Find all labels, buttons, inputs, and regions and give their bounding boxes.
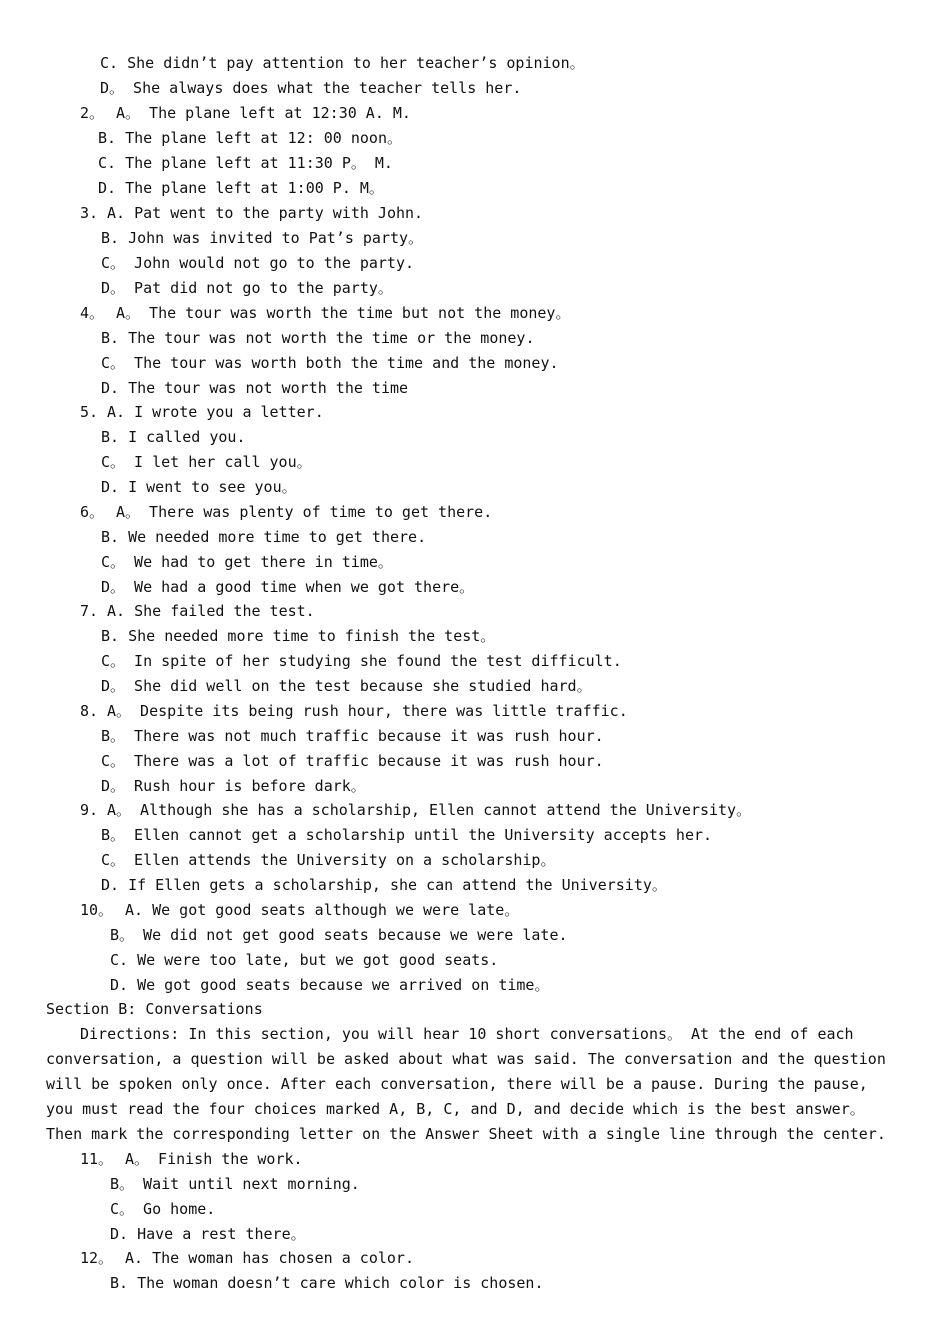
question-number: 11。 <box>80 1150 114 1168</box>
question-number: 9. <box>80 801 99 819</box>
option-line: A。 The tour was worth the time but not the money。 <box>116 304 571 322</box>
option-line: A。 Although she has a scholarship, Ellen cannot attend the University。 <box>107 801 752 819</box>
question-number: 12。 <box>80 1249 114 1267</box>
option-line: C. She didn’t pay attention to her teacher’s opinion。 <box>100 54 585 72</box>
option-line: D。 We had a good time when we got there。 <box>101 578 475 596</box>
option-line: C。 Ellen attends the University on a scholarship。 <box>101 851 556 869</box>
option-line: C。 The tour was worth both the time and the money. <box>101 354 559 372</box>
option-line: B. The woman doesn’t care which color is chosen. <box>110 1274 544 1292</box>
question-number: 7. <box>80 602 99 620</box>
option-line: A. I wrote you a letter. <box>107 403 324 421</box>
question-number: 6。 <box>80 503 105 521</box>
option-line: C。 In spite of her studying she found the test difficult. <box>101 652 622 670</box>
option-line: B。 We did not get good seats because we were late. <box>110 926 568 944</box>
question-number: 2。 <box>80 104 105 122</box>
option-line: C。 Go home. <box>110 1200 216 1218</box>
option-line: D。 Pat did not go to the party。 <box>101 279 393 297</box>
option-line: B. I called you. <box>101 428 246 446</box>
option-line: D。 She always does what the teacher tells her. <box>100 79 522 97</box>
option-line: B。 Wait until next morning. <box>110 1175 360 1193</box>
option-line: A. She failed the test. <box>107 602 315 620</box>
option-line: D。 Rush hour is before dark。 <box>101 777 366 795</box>
option-line: B. The tour was not worth the time or the money. <box>101 329 535 347</box>
option-line: A。 Despite its being rush hour, there was little traffic. <box>107 702 628 720</box>
option-line: A. The woman has chosen a color. <box>125 1249 414 1267</box>
directions-line: will be spoken only once. After each conversation, there will be a pause. During the pause, <box>46 1075 868 1093</box>
option-line: A. Pat went to the party with John. <box>107 204 424 222</box>
option-line: C。 There was a lot of traffic because it was rush hour. <box>101 752 604 770</box>
section-heading: Section B: Conversations <box>46 1000 263 1018</box>
option-line: D. The plane left at 1:00 P. M。 <box>98 179 384 197</box>
directions-line: Directions: In this section, you will hear 10 short conversations。 At the end of each <box>80 1025 854 1043</box>
option-line: B。 Ellen cannot get a scholarship until the University accepts her. <box>101 826 713 844</box>
option-line: B. John was invited to Pat’s party。 <box>101 229 424 247</box>
directions-line: conversation, a question will be asked about what was said. The conversation and the question <box>46 1050 886 1068</box>
option-line: C. We were too late, but we got good seats. <box>110 951 499 969</box>
option-line: A。 The plane left at 12:30 A. M. <box>116 104 411 122</box>
option-line: C. The plane left at 11:30 P。 M. <box>98 154 393 172</box>
option-line: B. We needed more time to get there. <box>101 528 427 546</box>
option-line: B. The plane left at 12: 00 noon。 <box>98 129 402 147</box>
option-line: D。 She did well on the test because she studied hard。 <box>101 677 592 695</box>
option-line: A. We got good seats although we were late。 <box>125 901 520 919</box>
question-number: 3. <box>80 204 99 222</box>
question-number: 10。 <box>80 901 114 919</box>
question-number: 4。 <box>80 304 105 322</box>
option-line: D. We got good seats because we arrived on time。 <box>110 976 550 994</box>
option-line: D. The tour was not worth the time <box>101 379 409 397</box>
question-number: 5. <box>80 403 99 421</box>
option-line: C。 I let her call you。 <box>101 453 312 471</box>
option-line: D. Have a rest there。 <box>110 1225 306 1243</box>
option-line: A。 There was plenty of time to get there. <box>116 503 493 521</box>
directions-line: you must read the four choices marked A, B, C, and D, and decide which is the best answer。 <box>46 1100 865 1118</box>
option-line: B。 There was not much traffic because it was rush hour. <box>101 727 604 745</box>
question-number: 8. <box>80 702 99 720</box>
option-line: C。 John would not go to the party. <box>101 254 415 272</box>
directions-line: Then mark the corresponding letter on the Answer Sheet with a single line through the center. <box>46 1125 886 1143</box>
option-line: A。 Finish the work. <box>125 1150 303 1168</box>
option-line: B. She needed more time to finish the test。 <box>101 627 496 645</box>
option-line: C。 We had to get there in time。 <box>101 553 393 571</box>
option-line: D. If Ellen gets a scholarship, she can attend the University。 <box>101 876 667 894</box>
option-line: D. I went to see you。 <box>101 478 297 496</box>
